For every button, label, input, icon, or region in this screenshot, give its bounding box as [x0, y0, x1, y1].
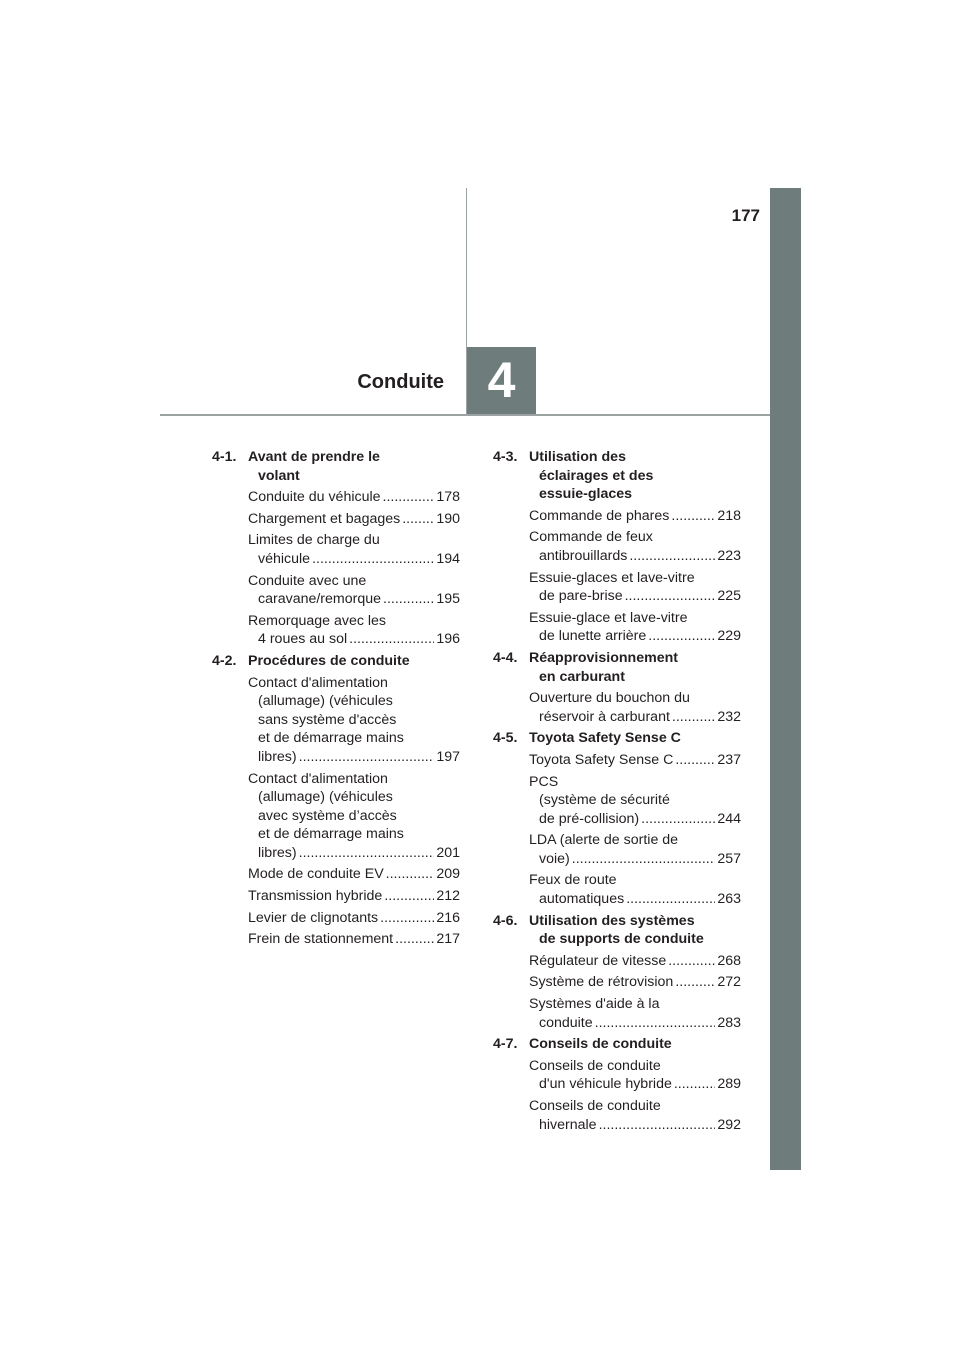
section-heading — [493, 1035, 741, 1054]
entry-label: Levier de clignotants — [248, 909, 379, 926]
toc-entry[interactable] — [529, 569, 741, 606]
entry-label: Mode de conduite EV — [248, 866, 384, 883]
section-heading — [212, 652, 460, 671]
entry-text-line: Systèmes d'aide à la — [529, 996, 660, 1013]
section-heading — [493, 729, 741, 748]
entry-text-line: PCS — [529, 773, 559, 790]
entry-text-line: Conseils de conduite — [529, 1098, 661, 1114]
section-number: 4-4. — [493, 649, 518, 666]
entry-text-line: (système de sécurité — [539, 792, 670, 809]
toc-section — [493, 649, 741, 726]
entry-label: Chargement et bagages — [248, 510, 401, 527]
toc-entry[interactable] — [529, 773, 741, 829]
dot-leader — [671, 507, 715, 526]
entry-label: Régulateur de vitesse — [529, 952, 667, 969]
toc-left-column — [212, 448, 460, 952]
dot-leader — [402, 510, 434, 529]
entry-page-number: 218 — [717, 507, 741, 524]
entry-text-line: (allumage) (véhicules — [258, 693, 393, 710]
entry-page-number: 257 — [717, 850, 741, 867]
entry-label: d'un véhicule hybride — [539, 1076, 672, 1093]
entry-leader-line — [529, 587, 741, 606]
chapter-title: Conduite — [357, 371, 444, 393]
entry-text-line: Contact d'alimentation — [248, 674, 388, 691]
entry-label: 4 roues au sol — [258, 631, 348, 648]
entry-leader-line — [248, 590, 460, 609]
section-heading — [493, 448, 741, 504]
entry-leader-line — [248, 865, 460, 884]
section-heading — [493, 912, 741, 949]
entry-leader-line — [248, 844, 460, 863]
entry-leader-line — [248, 630, 460, 649]
entry-page-number: 292 — [717, 1116, 741, 1133]
entry-text-line: Essuie-glaces et lave-vitre — [529, 569, 695, 586]
toc-entry[interactable] — [248, 674, 460, 767]
toc-entry[interactable] — [529, 507, 741, 526]
entry-leader-line — [529, 952, 741, 971]
entry-leader-line — [529, 708, 741, 727]
toc-entry[interactable] — [529, 528, 741, 565]
toc-entry[interactable] — [529, 1097, 741, 1134]
entry-label: antibrouillards — [539, 547, 628, 564]
toc-entry[interactable] — [529, 995, 741, 1032]
entry-text-line: Commande de feux — [529, 529, 653, 546]
section-number: 4-6. — [493, 912, 518, 929]
section-heading — [212, 448, 460, 485]
dot-leader — [386, 865, 435, 884]
dot-leader — [299, 844, 435, 863]
entry-text-line: Conduite avec une — [248, 572, 367, 589]
entry-page-number: 272 — [717, 974, 741, 991]
section-heading — [493, 649, 741, 686]
dot-leader — [349, 630, 434, 649]
entry-page-number: 237 — [717, 751, 741, 768]
entry-leader-line — [529, 1116, 741, 1135]
entry-label: Commande de phares — [529, 507, 670, 524]
dot-leader — [383, 488, 435, 507]
toc-entry[interactable] — [529, 1057, 741, 1094]
toc-entry[interactable] — [529, 973, 741, 992]
toc-section — [212, 652, 460, 949]
entry-label: de lunette arrière — [539, 628, 647, 645]
entry-leader-line — [248, 488, 460, 507]
dot-leader — [641, 810, 715, 829]
entry-page-number: 217 — [436, 931, 460, 948]
entry-text-line: et de démarrage mains — [258, 826, 404, 843]
toc-section — [493, 1035, 741, 1134]
entry-leader-line — [529, 890, 741, 909]
entry-page-number: 223 — [717, 547, 741, 564]
entry-text-line: Contact d'alimentation — [248, 770, 388, 787]
dot-leader — [599, 1116, 716, 1135]
dot-leader — [395, 930, 434, 949]
toc-entry[interactable] — [248, 887, 460, 906]
dot-leader — [648, 627, 715, 646]
entry-leader-line — [529, 1014, 741, 1033]
entry-text-line: (allumage) (véhicules — [258, 789, 393, 806]
entry-leader-line — [529, 507, 741, 526]
entry-page-number: 196 — [436, 631, 460, 648]
chapter-number-box: 4 — [467, 347, 536, 414]
dot-leader — [384, 887, 434, 906]
entry-label: Système de rétrovision — [529, 974, 674, 991]
section-number: 4-1. — [212, 449, 237, 465]
entry-leader-line — [248, 887, 460, 906]
entry-label: de pré-collision) — [539, 810, 640, 827]
toc-entry[interactable] — [248, 510, 460, 529]
entry-label: conduite — [539, 1014, 593, 1031]
entry-label: Toyota Safety Sense C — [529, 751, 674, 768]
dot-leader — [675, 973, 715, 992]
dot-leader — [672, 708, 715, 727]
entry-label: de pare-brise — [539, 588, 623, 605]
dot-leader — [626, 890, 715, 909]
entry-leader-line — [248, 930, 460, 949]
horizontal-divider — [160, 414, 770, 416]
toc-section — [212, 448, 460, 649]
entry-page-number: 289 — [717, 1076, 741, 1093]
dot-leader — [299, 748, 435, 767]
entry-text-line: sans système d'accès — [258, 711, 397, 728]
toc-entry[interactable] — [529, 751, 741, 770]
entry-leader-line — [529, 751, 741, 770]
entry-text-line: Conseils de conduite — [529, 1057, 661, 1074]
dot-leader — [675, 751, 715, 770]
dot-leader — [595, 1014, 716, 1033]
entry-leader-line — [248, 510, 460, 529]
section-number: 4-3. — [493, 449, 518, 465]
toc-section — [493, 729, 741, 908]
entry-page-number: 232 — [717, 708, 741, 725]
toc-section — [493, 448, 741, 646]
toc-entry[interactable] — [529, 831, 741, 868]
entry-label: Transmission hybride — [248, 888, 383, 905]
entry-leader-line — [529, 627, 741, 646]
section-number: 4-7. — [493, 1036, 518, 1053]
dot-leader — [625, 587, 716, 606]
entry-page-number: 225 — [717, 588, 741, 605]
toc-entry[interactable] — [248, 612, 460, 649]
entry-label: voie) — [539, 850, 570, 867]
entry-label: réservoir à carburant — [539, 708, 670, 725]
section-number: 4-2. — [212, 652, 237, 669]
entry-page-number: 283 — [717, 1014, 741, 1031]
dot-leader — [383, 590, 434, 609]
entry-page-number: 197 — [436, 748, 460, 765]
toc-entry[interactable] — [248, 488, 460, 507]
entry-page-number: 212 — [436, 888, 460, 905]
entry-label: libres) — [258, 748, 297, 765]
section-title[interactable]: Utilisation des systèmes de supports de conduite — [529, 912, 704, 948]
entry-text-line: avec système d’accès — [258, 807, 397, 824]
entry-text-line: et de démarrage mains — [258, 730, 404, 747]
section-title[interactable]: Réapprovisionnement en carburant — [529, 649, 678, 685]
dot-leader — [380, 909, 434, 928]
toc-entry[interactable] — [248, 531, 460, 568]
toc-entry[interactable] — [248, 865, 460, 884]
entry-text-line: Remorquage avec les — [248, 612, 387, 629]
toc-entry[interactable] — [529, 952, 741, 971]
entry-page-number: 268 — [717, 952, 741, 969]
toc-entry[interactable] — [529, 609, 741, 646]
entry-page-number: 216 — [436, 909, 460, 926]
section-title[interactable]: Procédures de conduite — [248, 652, 410, 669]
entry-leader-line — [248, 550, 460, 569]
entry-label: hivernale — [539, 1116, 597, 1133]
entry-leader-line — [529, 1075, 741, 1094]
entry-text-line: Limites de charge du — [248, 532, 380, 549]
entry-label: Frein de stationnement — [248, 931, 394, 948]
entry-label: libres) — [258, 844, 297, 861]
entry-page-number: 244 — [717, 810, 741, 827]
entry-text-line: Essuie-glace et lave-vitre — [529, 609, 688, 626]
entry-leader-line — [529, 810, 741, 829]
entry-label: caravane/remorque — [258, 591, 382, 608]
entry-text-line: Feux de route — [529, 872, 617, 889]
entry-text-line: LDA (alerte de sortie de — [529, 832, 679, 849]
toc-entry[interactable] — [248, 909, 460, 928]
entry-page-number: 190 — [436, 510, 460, 527]
toc-entry[interactable] — [248, 770, 460, 863]
section-title[interactable]: Toyota Safety Sense C — [529, 730, 681, 747]
toc-entry[interactable] — [248, 572, 460, 609]
section-number: 4-5. — [493, 730, 518, 747]
entry-label: véhicule — [258, 550, 311, 567]
section-title[interactable]: Conseils de conduite — [529, 1036, 672, 1053]
entry-page-number: 194 — [436, 550, 460, 567]
entry-leader-line — [248, 909, 460, 928]
entry-page-number: 201 — [436, 844, 460, 861]
entry-leader-line — [248, 748, 460, 767]
toc-right-column — [493, 448, 741, 1137]
entry-leader-line — [529, 973, 741, 992]
dot-leader — [312, 550, 434, 569]
entry-page-number: 229 — [717, 628, 741, 645]
entry-label: automatiques — [539, 891, 625, 908]
entry-page-number: 178 — [436, 489, 460, 506]
section-title[interactable]: Avant de prendre le volant — [248, 449, 380, 484]
entry-page-number: 195 — [436, 591, 460, 608]
dot-leader — [668, 952, 715, 971]
chapter-side-tab — [770, 188, 801, 1170]
entry-label: Conduite du véhicule — [248, 489, 381, 506]
entry-text-line: Ouverture du bouchon du — [529, 690, 690, 707]
section-title[interactable]: Utilisation des éclairages et des essuie-glaces — [529, 449, 654, 503]
toc-entry[interactable] — [529, 689, 741, 726]
dot-leader — [674, 1075, 715, 1094]
toc-entry[interactable] — [529, 871, 741, 908]
entry-page-number: 209 — [436, 866, 460, 883]
toc-section — [493, 912, 741, 1033]
entry-leader-line — [529, 850, 741, 869]
dot-leader — [629, 547, 715, 566]
entry-page-number: 263 — [717, 891, 741, 908]
toc-entry[interactable] — [248, 930, 460, 949]
dot-leader — [572, 850, 716, 869]
entry-leader-line — [529, 547, 741, 566]
page-number: 177 — [731, 206, 760, 225]
